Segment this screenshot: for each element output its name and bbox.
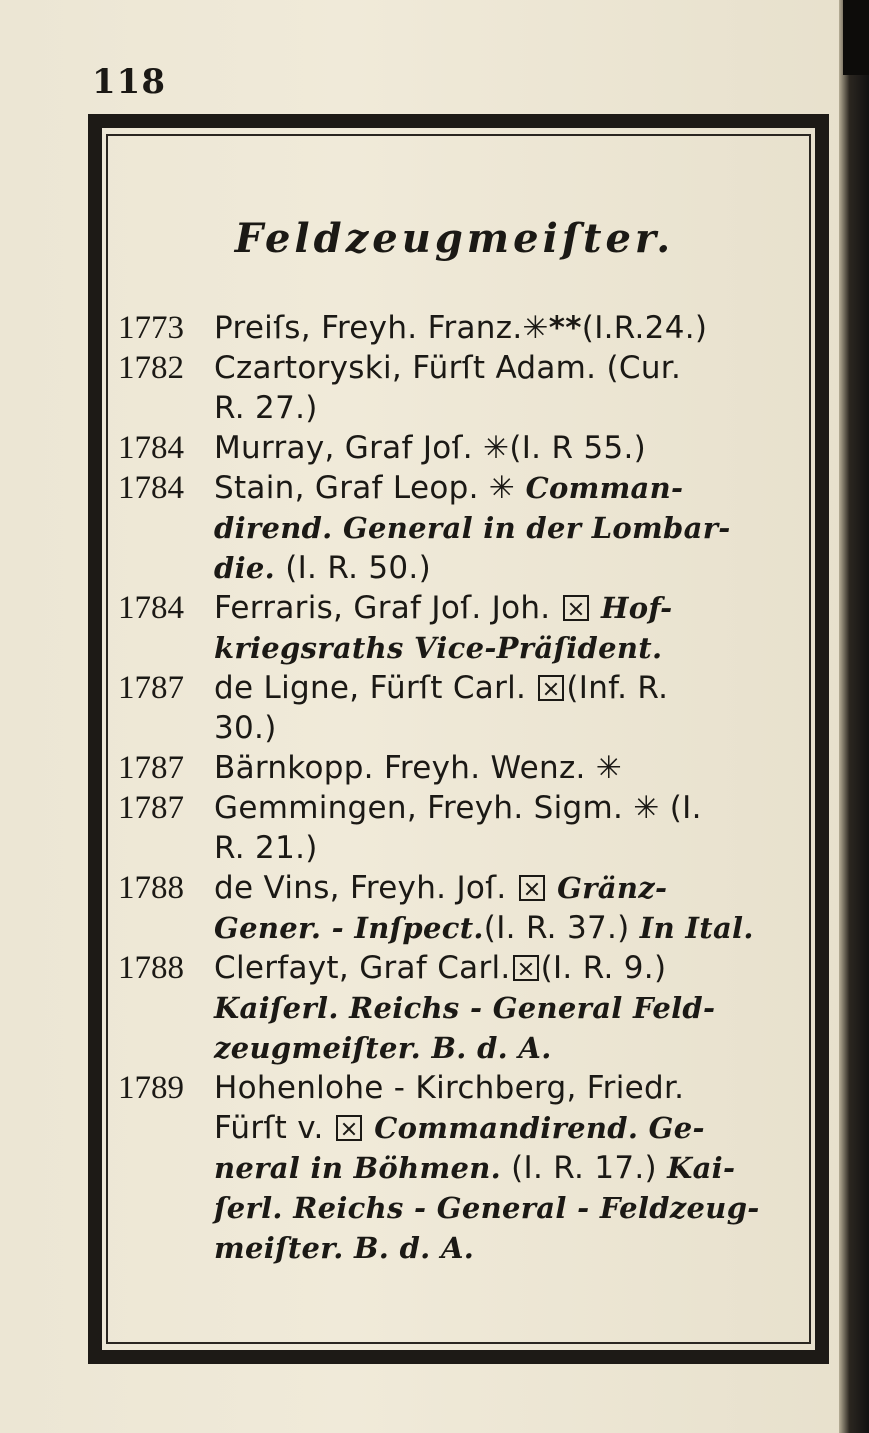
italic-text: ſerl. Reichs - General - Feldzeug- bbox=[214, 1191, 760, 1225]
entry-line bbox=[214, 588, 808, 628]
page-number: 118 bbox=[92, 62, 166, 102]
italic-text: dirend. General in der Lombar- bbox=[214, 511, 731, 545]
italic-text: zeugmeiſter. B. d. A. bbox=[214, 1031, 552, 1065]
entry-line bbox=[214, 668, 808, 708]
entry-line bbox=[214, 428, 808, 468]
order-star-icon: ✳** bbox=[522, 310, 582, 346]
entry-text-segment: (I. R. 9.) bbox=[540, 950, 667, 986]
entry-line bbox=[214, 908, 808, 948]
entry-text-segment: de Vins, Freyh. Joſ. bbox=[214, 870, 517, 906]
entry-year: 1788 bbox=[118, 950, 184, 986]
entry-text bbox=[214, 348, 808, 428]
entry-text-segment: (I. bbox=[659, 790, 702, 826]
italic-text: In Ital. bbox=[639, 911, 754, 945]
section-heading: Feldzeugmeiſter. bbox=[234, 215, 675, 262]
italic-text: Hof- bbox=[590, 591, 673, 625]
entry-text-segment: R. 21.) bbox=[214, 830, 318, 866]
entry-line bbox=[214, 828, 808, 868]
entry-text bbox=[214, 748, 808, 788]
entry-line bbox=[214, 508, 808, 548]
entry-text bbox=[214, 588, 808, 668]
entry-line bbox=[214, 1108, 808, 1148]
entry-row bbox=[118, 308, 808, 348]
entry-text bbox=[214, 788, 808, 868]
order-star-icon: ✳ bbox=[488, 470, 516, 506]
entry-text-segment: Fürſt v. bbox=[214, 1110, 334, 1146]
order-cross-icon bbox=[563, 595, 589, 621]
entry-list bbox=[118, 308, 808, 1268]
entry-text bbox=[214, 668, 808, 748]
entry-year: 1773 bbox=[118, 310, 184, 346]
entry-year: 1787 bbox=[118, 790, 184, 826]
entry-row bbox=[118, 868, 808, 948]
italic-text: Kaiſerl. Reichs - General Feld- bbox=[214, 991, 716, 1025]
entry-year: 1789 bbox=[118, 1070, 184, 1106]
entry-text-segment: Preiſs, Freyh. Franz. bbox=[214, 310, 523, 346]
entry-text-segment: Bärnkopp. Freyh. Wenz. bbox=[214, 750, 596, 786]
order-star-icon: ✳ bbox=[595, 750, 623, 786]
order-cross-icon bbox=[513, 955, 539, 981]
entry-year: 1787 bbox=[118, 670, 184, 706]
entry-text bbox=[214, 468, 808, 588]
entry-row bbox=[118, 1068, 808, 1268]
entry-row bbox=[118, 788, 808, 868]
order-cross-icon bbox=[519, 875, 545, 901]
entry-text-segment: Murray, Graf Joſ. bbox=[214, 430, 484, 466]
entry-text-segment: Czartoryski, Fürſt Adam. (Cur. bbox=[214, 350, 682, 386]
entry-line bbox=[214, 628, 808, 668]
entry-text-segment: Hohenlohe - Kirchberg, Friedr. bbox=[214, 1070, 685, 1106]
entry-line bbox=[214, 1068, 808, 1108]
entry-line bbox=[214, 548, 808, 588]
italic-text: Gener. - Inſpect. bbox=[214, 911, 484, 945]
entry-text-segment: R. 27.) bbox=[214, 390, 318, 426]
entry-text bbox=[214, 428, 808, 468]
order-cross-icon bbox=[538, 675, 564, 701]
entry-row bbox=[118, 748, 808, 788]
entry-line bbox=[214, 748, 808, 788]
italic-text: die. bbox=[214, 551, 276, 585]
entry-line bbox=[214, 1188, 808, 1228]
entry-text bbox=[214, 868, 808, 948]
entry-year: 1784 bbox=[118, 430, 184, 466]
entry-row bbox=[118, 588, 808, 668]
entry-text-segment: (I. R. 37.) bbox=[483, 910, 640, 946]
entry-line bbox=[214, 988, 808, 1028]
entry-text-segment: Ferraris, Graf Joſ. Joh. bbox=[214, 590, 561, 626]
entry-line bbox=[214, 788, 808, 828]
entry-text-segment: (I. R. 17.) bbox=[500, 1150, 668, 1186]
entry-text bbox=[214, 1068, 808, 1268]
entry-year: 1788 bbox=[118, 870, 184, 906]
entry-year: 1782 bbox=[118, 350, 184, 386]
entry-line bbox=[214, 868, 808, 908]
entry-text-segment: (I.R.24.) bbox=[581, 310, 708, 346]
entry-row bbox=[118, 468, 808, 588]
entry-text-segment: 30.) bbox=[214, 710, 277, 746]
entry-text bbox=[214, 308, 808, 348]
entry-line bbox=[214, 948, 808, 988]
entry-line bbox=[214, 1228, 808, 1268]
entry-row bbox=[118, 668, 808, 748]
entry-text-segment: (I. R. 50.) bbox=[275, 550, 431, 586]
entry-year: 1784 bbox=[118, 470, 184, 506]
entry-text-segment: (Inf. R. bbox=[566, 670, 669, 706]
entry-text-segment: de Ligne, Fürſt Carl. bbox=[214, 670, 537, 706]
italic-text: Kai- bbox=[667, 1151, 736, 1185]
entry-year: 1787 bbox=[118, 750, 184, 786]
entry-row bbox=[118, 428, 808, 468]
italic-text: Commandirend. Ge- bbox=[363, 1111, 705, 1145]
italic-text: kriegsraths Vice-Präſident. bbox=[214, 631, 663, 665]
entry-year: 1784 bbox=[118, 590, 184, 626]
entry-text-segment: Stain, Graf Leop. bbox=[214, 470, 489, 506]
entry-line bbox=[214, 468, 808, 508]
entry-line bbox=[214, 708, 808, 748]
entry-line bbox=[214, 1028, 808, 1068]
italic-text: neral in Böhmen. bbox=[214, 1151, 501, 1185]
entry-text-segment: Gemmingen, Freyh. Sigm. bbox=[214, 790, 634, 826]
entry-text bbox=[214, 948, 808, 1068]
page-edge-corner bbox=[843, 0, 869, 75]
italic-text: Gränz- bbox=[546, 871, 668, 905]
order-star-icon: ✳ bbox=[483, 430, 510, 466]
entry-row bbox=[118, 948, 808, 1068]
italic-text: Comman- bbox=[515, 471, 684, 505]
order-cross-icon bbox=[336, 1115, 362, 1141]
entry-row bbox=[118, 348, 808, 428]
entry-line bbox=[214, 1148, 808, 1188]
entry-text-segment: Clerfayt, Graf Carl. bbox=[214, 950, 511, 986]
entry-text-segment: (I. R 55.) bbox=[509, 430, 647, 466]
order-star-icon: ✳ bbox=[633, 790, 660, 826]
entry-line bbox=[214, 348, 808, 388]
entry-line bbox=[214, 308, 808, 348]
italic-text: meiſter. B. d. A. bbox=[214, 1231, 475, 1265]
entry-line bbox=[214, 388, 808, 428]
